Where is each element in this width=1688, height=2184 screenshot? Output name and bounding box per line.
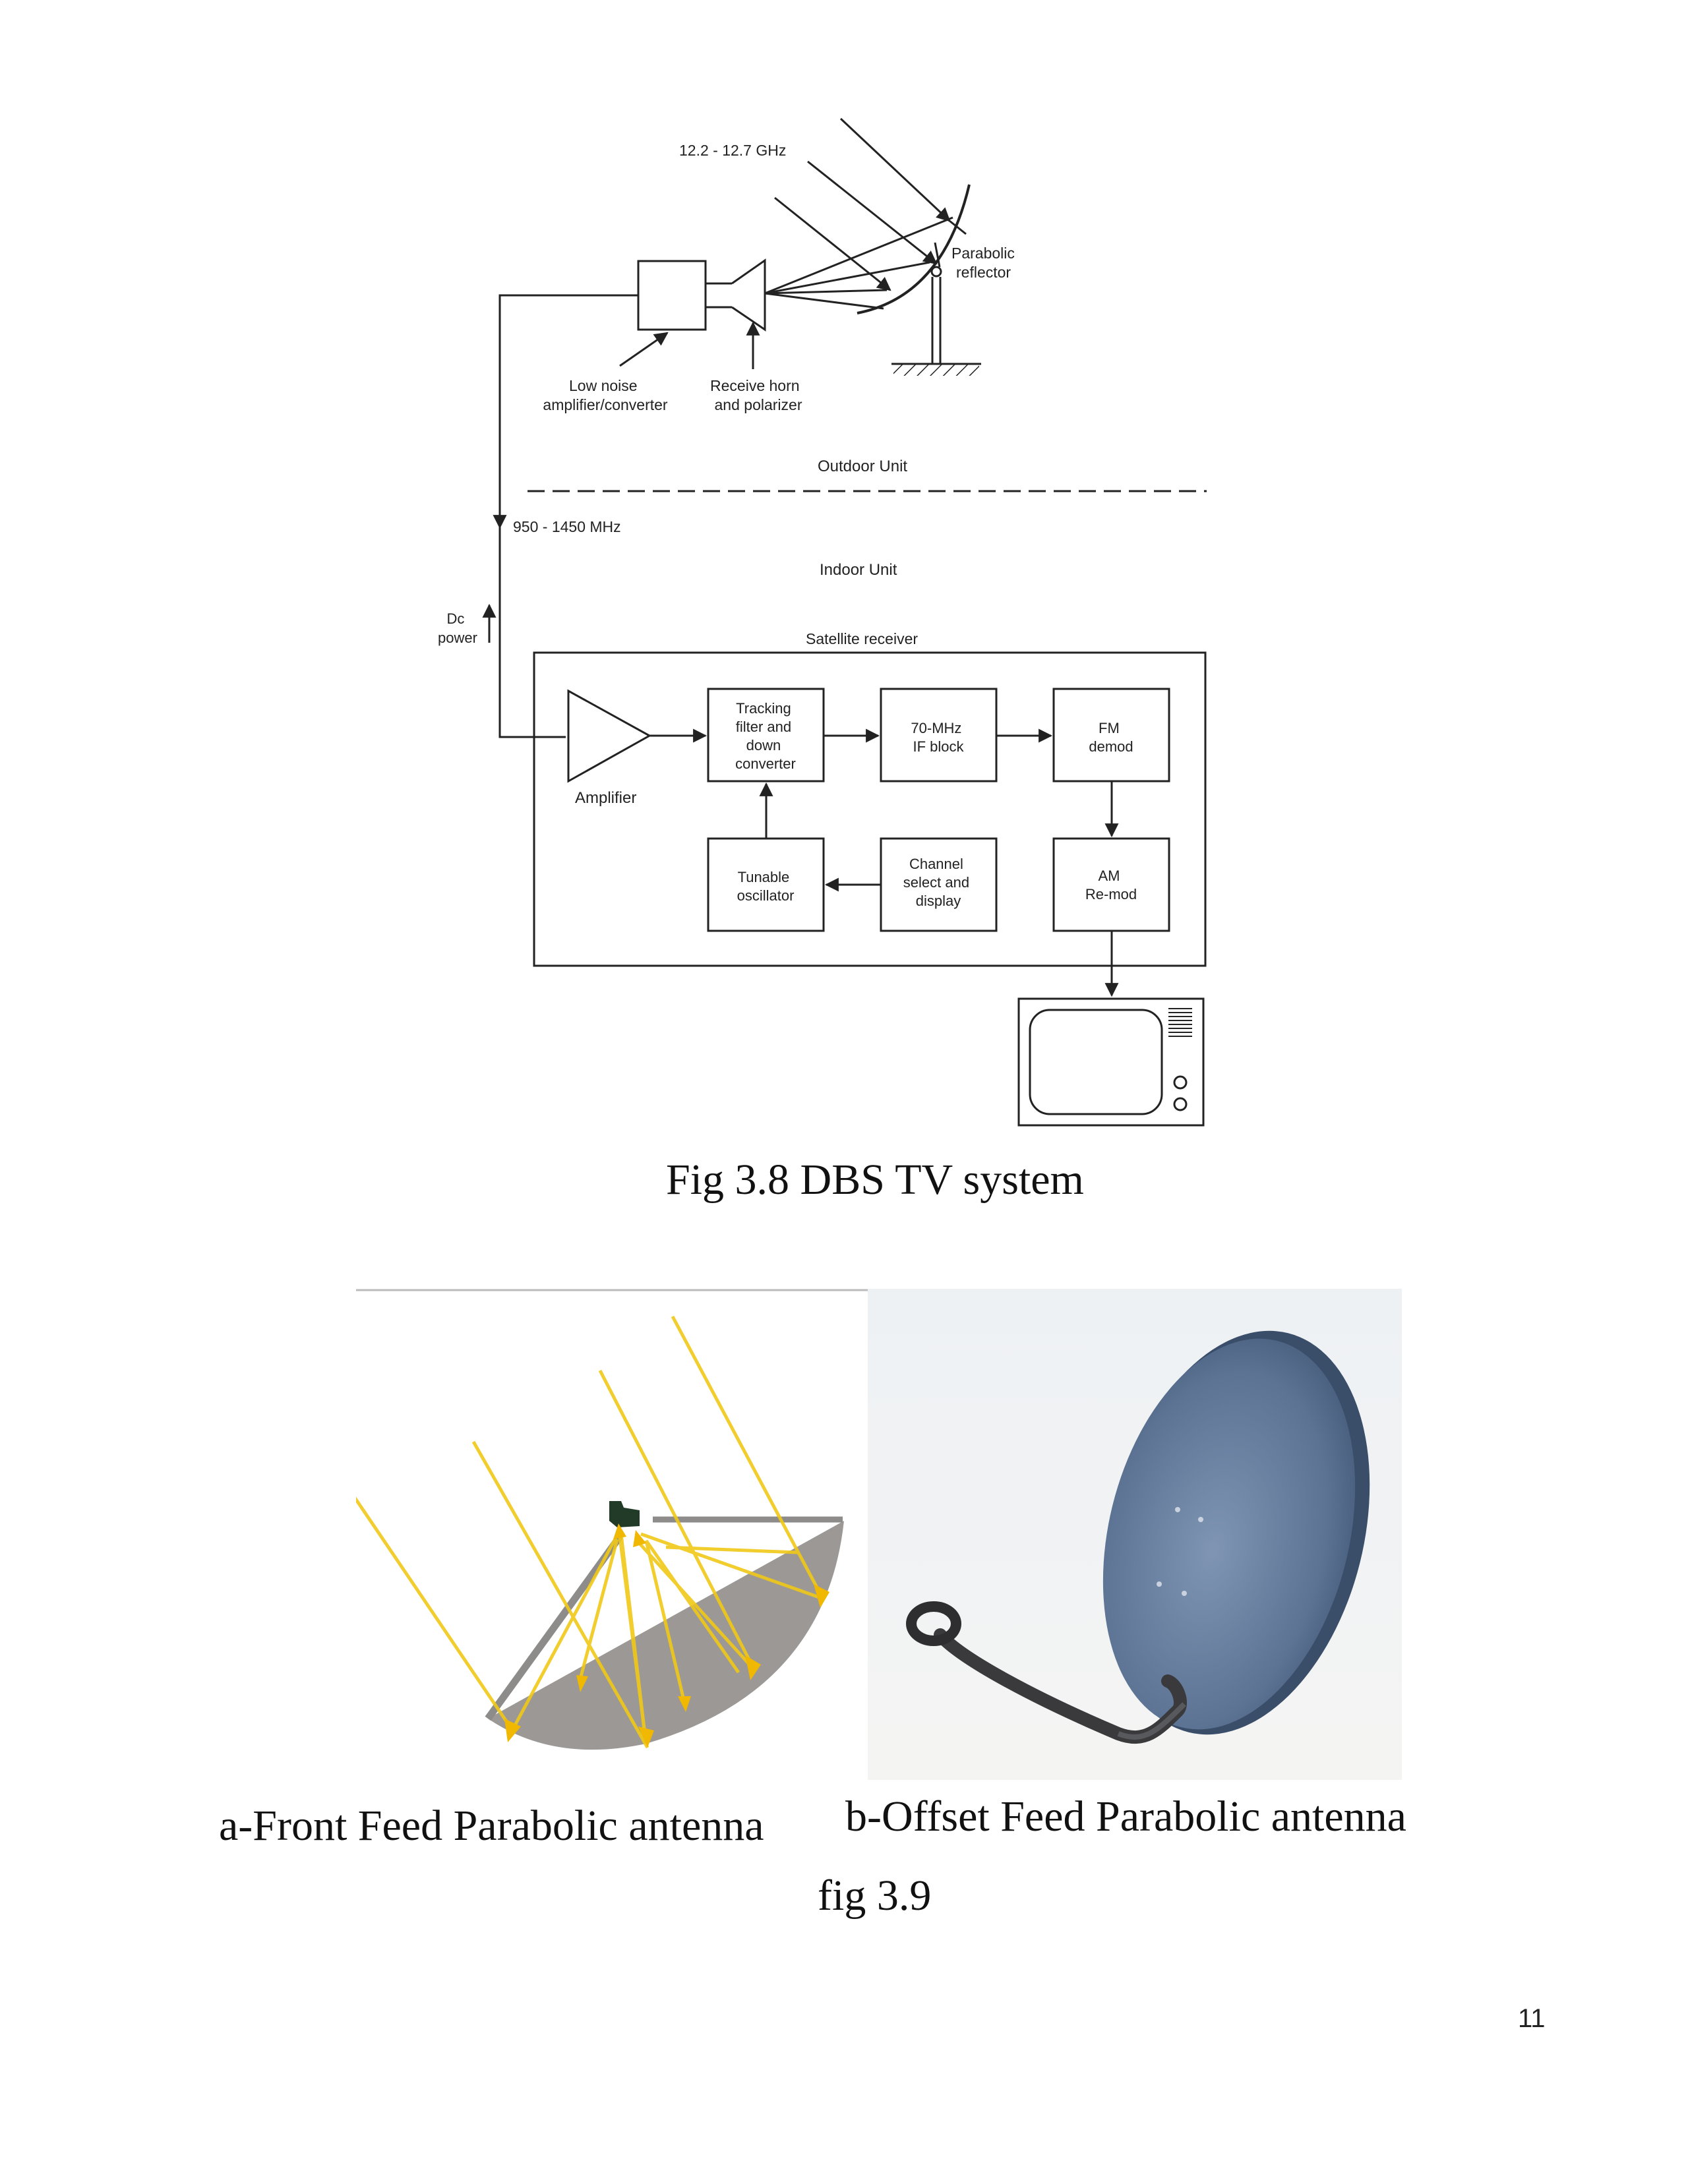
channel-select-label: Channel select and display <box>903 856 970 909</box>
parabolic-reflector-label: Parabolic reflector <box>951 245 1015 281</box>
front-feed-dish <box>488 1521 844 1750</box>
am-remod-box <box>1054 839 1169 931</box>
incoming-ray <box>808 162 936 264</box>
downlink-frequency-label: 12.2 - 12.7 GHz <box>679 142 787 159</box>
offset-feed-caption: b-Offset Feed Parabolic antenna <box>845 1792 1406 1841</box>
if-frequency-label: 950 - 1450 MHz <box>513 518 621 535</box>
tunable-oscillator-label: Tunable oscillator <box>737 869 795 904</box>
lna-label: Low noise amplifier/converter <box>543 377 668 413</box>
tv-screen <box>1030 1010 1162 1114</box>
satellite-receiver-label: Satellite receiver <box>806 630 919 647</box>
front-feed-antenna-illustration <box>356 1289 870 1780</box>
indoor-unit-label: Indoor Unit <box>820 561 897 579</box>
ground-hatch <box>893 364 979 376</box>
lna-box <box>638 261 706 330</box>
amplifier-shape <box>568 691 649 781</box>
fig-3-8-caption: Fig 3.8 DBS TV system <box>666 1156 1084 1204</box>
outdoor-unit-label: Outdoor Unit <box>818 457 908 475</box>
incoming-ray <box>841 119 950 221</box>
receive-horn-label: Receive horn and polarizer <box>710 377 802 413</box>
front-feed-caption: a-Front Feed Parabolic antenna <box>219 1802 764 1850</box>
if-block-label: 70-MHz IF block <box>911 720 964 755</box>
am-remod-label: AM Re-mod <box>1085 868 1137 902</box>
feed-horn-icon <box>609 1501 640 1527</box>
page-number: 11 <box>1518 2004 1546 2033</box>
fig-3-9-caption: fig 3.9 <box>818 1872 932 1920</box>
fm-demod-label: FM demod <box>1089 720 1133 755</box>
tracking-filter-label: Tracking filter and down converter <box>735 700 796 772</box>
tv-speaker-grille <box>1168 1009 1192 1036</box>
dc-power-label: Dc power <box>438 610 477 646</box>
incoming-ray <box>775 198 890 290</box>
receive-horn <box>732 260 765 330</box>
amplifier-label: Amplifier <box>575 789 637 807</box>
offset-feed-dish-photo <box>868 1289 1402 1780</box>
cable-line <box>500 295 638 737</box>
